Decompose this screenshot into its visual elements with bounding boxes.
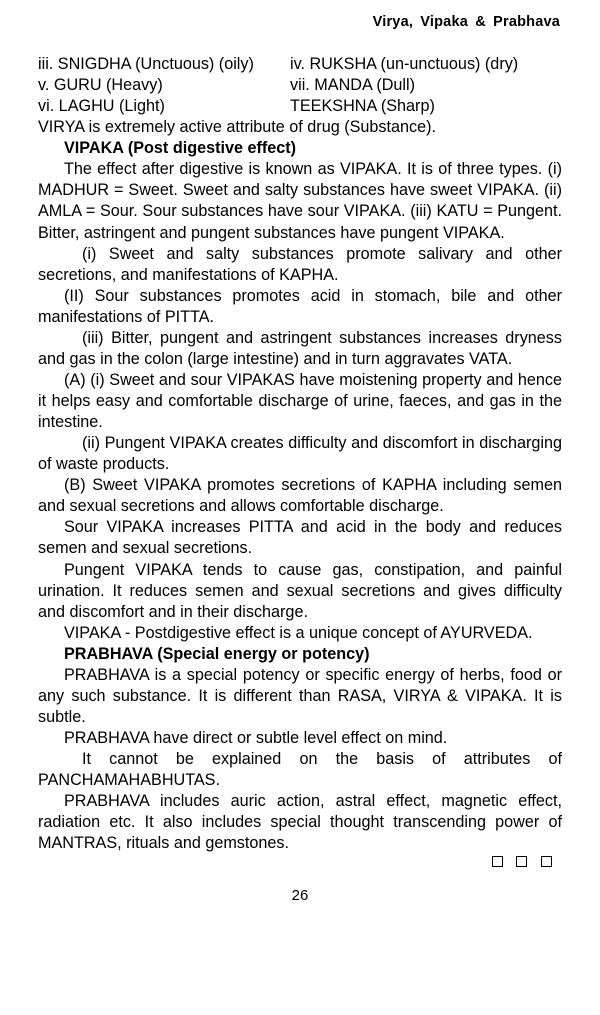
prabhava-heading: PRABHAVA (Special energy or potency) — [64, 644, 370, 663]
running-header: Virya, Vipaka & Prabhava — [372, 14, 560, 30]
vipaka-point-b: (B) Sweet VIPAKA promotes secretions of KAPHA including semen and sexual secretions and allows comfortable discharge. — [38, 476, 562, 516]
square-icon — [541, 856, 552, 867]
attribute-item: v. GURU (Heavy) — [38, 76, 163, 95]
vipaka-point-i: (i) Sweet and salty substances promote salivary and other secretions, and manifestations of KAPHA. — [38, 244, 562, 284]
vipaka-point-iii: (iii) Bitter, pungent and astringent substances increases dryness and gas in the colon (large intestine) and in turn aggravates VATA. — [38, 328, 562, 368]
vipaka-point-a-i: (A) (i) Sweet and sour VIPAKAS have moistening property and hence it helps easy and comfortable discharge of urine, faeces, and gas in the intestine. — [38, 370, 562, 432]
attribute-item: vi. LAGHU (Light) — [38, 97, 165, 116]
prabhava-paragraph-3: It cannot be explained on the basis of attributes of PANCHAMAHABHUTAS. — [38, 750, 562, 790]
sour-vipaka-paragraph: Sour VIPAKA increases PITTA and acid in the body and reduces semen and sexual secretions. — [38, 518, 562, 558]
prabhava-paragraph-1: PRABHAVA is a special potency or specific energy of herbs, food or any such substance. It is different than RASA, VIRYA & VIPAKA. It is subtle. — [38, 665, 562, 726]
page-number: 26 — [291, 887, 309, 905]
table-row — [38, 54, 562, 75]
vipaka-unique-concept-line: VIPAKA - Postdigestive effect is a unique concept of AYURVEDA. — [64, 623, 533, 642]
section-end-ornament — [38, 856, 562, 869]
vipaka-intro-paragraph: The effect after digestive is known as VIPAKA. It is of three types. (i) MADHUR = Sweet. Sweet and salty substances have sweet VIPAKA. (ii) AMLA = Sour. Sour substances have sour VIPAKA. (iii) KATU = Pungent. Bitter, astringent and pungent substances have pungent VIPAKA. — [38, 160, 562, 242]
attribute-item: vii. MANDA (Dull) — [290, 76, 416, 95]
attribute-item: iv. RUKSHA (un-unctuous) (dry) — [290, 55, 519, 73]
attribute-item: iii. SNIGDHA (Unctuous) (oily) — [38, 55, 254, 73]
attribute-item: TEEKSHNA (Sharp) — [290, 97, 435, 116]
square-icon — [516, 856, 527, 867]
table-row — [38, 75, 562, 96]
square-icon — [492, 856, 503, 867]
attribute-list-table — [38, 54, 562, 117]
vipaka-point-ii: (II) Sour substances promotes acid in stomach, bile and other manifestations of PITTA. — [38, 286, 562, 326]
prabhava-paragraph-2: PRABHAVA have direct or subtle level effect on mind. — [64, 729, 448, 747]
vipaka-point-a-ii: (ii) Pungent VIPAKA creates difficulty and discomfort in discharging of waste products. — [38, 434, 562, 474]
pungent-vipaka-paragraph: Pungent VIPAKA tends to cause gas, constipation, and painful urination. It reduces semen and sexual secretions and gives difficulty and discomfort and in their discharge. — [38, 560, 562, 621]
prabhava-paragraph-4: PRABHAVA includes auric action, astral effect, magnetic effect, radiation etc. It also includes special thought transcending power of MANTRAS, rituals and gemstones. — [38, 792, 562, 853]
page-body — [38, 54, 562, 854]
vipaka-heading: VIPAKA (Post digestive effect) — [64, 139, 297, 158]
virya-summary-line: VIRYA is extremely active attribute of drug (Substance). — [38, 118, 436, 137]
table-row — [38, 96, 562, 117]
